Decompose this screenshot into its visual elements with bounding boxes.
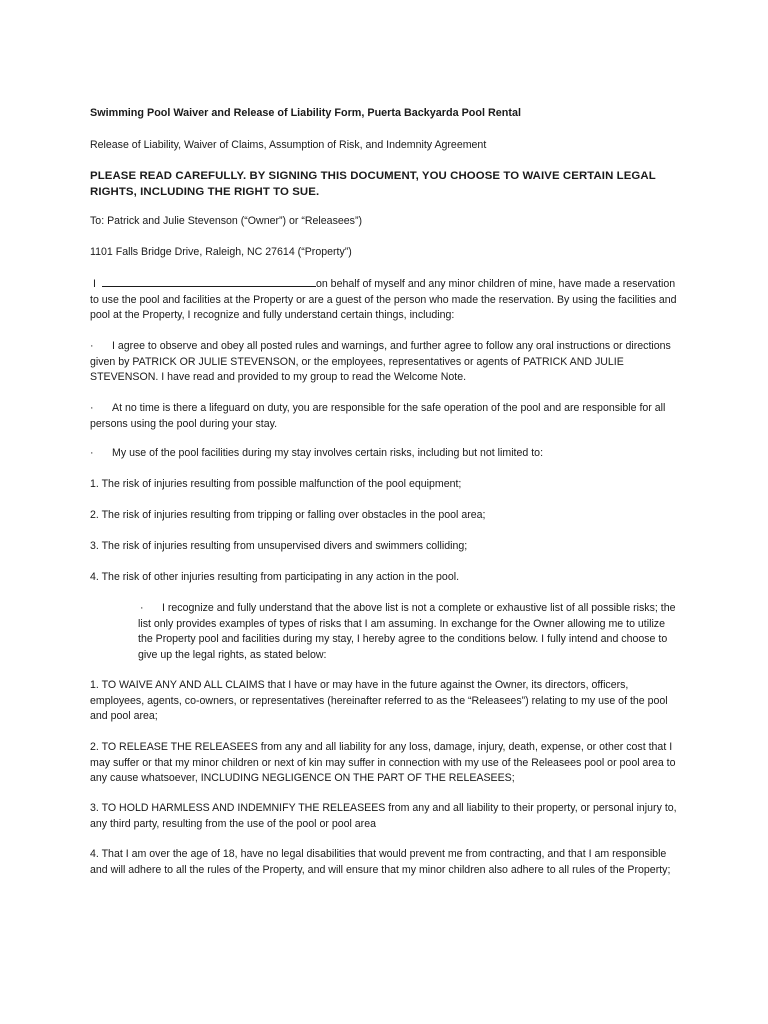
bullet-text: My use of the pool facilities during my stay involves certain risks, including but not limited to: bbox=[112, 447, 544, 459]
risk-item: 3. The risk of injuries resulting from unsupervised divers and swimmers colliding; bbox=[90, 540, 468, 552]
name-blank-field[interactable] bbox=[102, 276, 316, 287]
intro-paragraph bbox=[90, 276, 680, 324]
bullet-text: I agree to observe and obey all posted rules and warnings, and further agree to follow any oral instructions or directions given by PATRICK OR JULIE STEVENSON, or the employees, representatives or agents of PATRICK AND JULIE STEVENSON. I have read and provided to my group to read the Welcome Note. bbox=[90, 340, 671, 383]
bullet-marker: · bbox=[90, 402, 94, 414]
intro-text: on behalf of myself and any minor children of mine, have made a reservation to use the pool and facilities at the Property or are a guest of the person who made the reservation. By using the facilities and pool at the Property, I recognize and fully understand certain things, including: bbox=[90, 278, 677, 321]
risk-item: 2. The risk of injuries resulting from tripping or falling over obstacles in the pool area; bbox=[90, 509, 486, 521]
document-title: Swimming Pool Waiver and Release of Liability Form, Puerta Backyarda Pool Rental bbox=[90, 107, 521, 119]
to-line: To: Patrick and Julie Stevenson (“Owner”) or “Releasees”) bbox=[90, 215, 363, 227]
acknowledgement-paragraph bbox=[138, 601, 678, 663]
document-subtitle: Release of Liability, Waiver of Claims, Assumption of Risk, and Indemnity Agreement bbox=[90, 139, 487, 151]
clause-item: 3. TO HOLD HARMLESS AND INDEMNIFY THE RELEASEES from any and all liability to their property, or personal injury to, any third party, resulting from the use of the pool or pool area bbox=[90, 802, 677, 830]
bullet-marker: · bbox=[140, 602, 144, 614]
address-line: 1101 Falls Bridge Drive, Raleigh, NC 27614 (“Property”) bbox=[90, 246, 352, 258]
bullet-item bbox=[90, 401, 680, 432]
bullet-marker: · bbox=[90, 447, 94, 459]
legal-warning: PLEASE READ CAREFULLY. BY SIGNING THIS DOCUMENT, YOU CHOOSE TO WAIVE CERTAIN LEGAL RIGHTS, INCLUDING THE RIGHT TO SUE. bbox=[90, 170, 656, 198]
bullet-text: At no time is there a lifeguard on duty, you are responsible for the safe operation of the pool and are responsible for all persons using the pool during your stay. bbox=[90, 402, 666, 430]
risk-item: 1. The risk of injuries resulting from possible malfunction of the pool equipment; bbox=[90, 478, 462, 490]
intro-prefix: I bbox=[93, 278, 96, 290]
clause-item: 2. TO RELEASE THE RELEASEES from any and all liability for any loss, damage, injury, death, expense, or other cost that I may suffer or that my minor children or next of kin may suffer in connection with my use of the Releasees pool or pool area to any cause whatsoever, INCLUDING NEGLIGENCE ON THE PART OF THE RELEASEES; bbox=[90, 741, 676, 784]
risk-item: 4. The risk of other injuries resulting from participating in any action in the pool. bbox=[90, 571, 460, 583]
clause-item: 4. That I am over the age of 18, have no legal disabilities that would prevent me from contracting, and that I am responsible and will adhere to all the rules of the Property, and will ensure that my minor children also adhere to all rules of the Property; bbox=[90, 848, 671, 876]
bullet-marker: · bbox=[90, 340, 94, 352]
bullet-item bbox=[90, 339, 680, 386]
clause-item: 1. TO WAIVE ANY AND ALL CLAIMS that I have or may have in the future against the Owner, its directors, officers, employees, agents, co-owners, or representatives (hereinafter referred to as the “Releasees”) relating to my use of the pool and pool area; bbox=[90, 679, 668, 722]
bullet-item bbox=[90, 446, 680, 462]
acknowledgement-text: I recognize and fully understand that the above list is not a complete or exhaustive list of all possible risks; the list only provides examples of types of risks that I am assuming. In exchange for the Owner allowing me to utilize the Property pool and facilities during my stay, I hereby agree to the conditions below. I fully intend and choose to give up the legal rights, as stated below: bbox=[138, 602, 676, 661]
